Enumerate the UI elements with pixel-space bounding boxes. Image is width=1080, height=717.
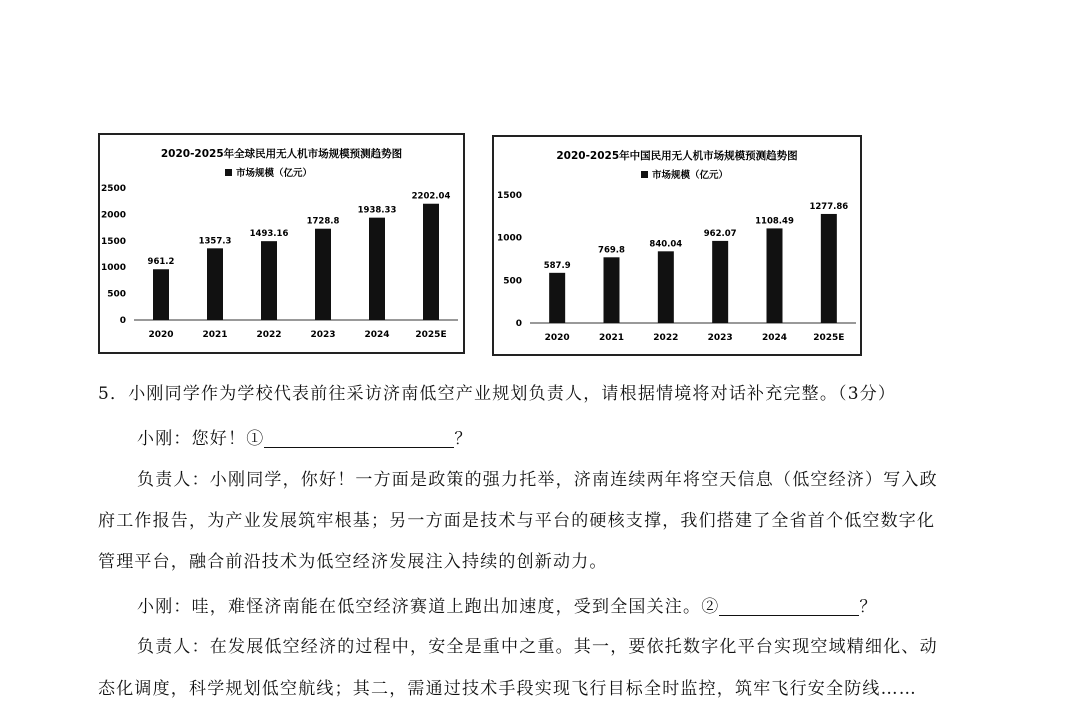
bar-2020 [153,269,169,320]
official-reply-2-line-1: 负责人：在发展低空经济的过程中，安全是重中之重。其一，要依托数字化平台实现空域精细化、动 [137,637,938,657]
y-tick-label: 1000 [496,233,522,244]
legend-label: 市场规模（亿元） [652,170,729,181]
y-tick-label: 500 [107,289,126,300]
question-mark-1: ？ [454,429,473,449]
y-tick-label: 1000 [100,263,126,274]
x-tick-label: 2020 [148,330,174,340]
official-reply-1-line-2: 府工作报告，为产业发展筑牢根基；另一方面是技术与平台的硬核支撑，我们搭建了全省首个低空数字化 [98,511,936,531]
bar-2025E [821,214,837,323]
x-tick-label: 2025E [415,330,447,340]
bar-2022 [261,241,277,320]
xiaogang-reply: 小刚：哇，难怪济南能在低空经济赛道上跑出加速度，受到全国关注。② [137,597,720,617]
bar-value-label: 961.2 [147,257,175,268]
y-tick-label: 2000 [100,210,126,221]
bar-value-label: 2202.04 [411,191,451,202]
bar-2021 [604,257,620,323]
x-tick-label: 2021 [202,330,228,340]
question-mark-2: ？ [859,597,878,617]
y-tick-label: 1500 [100,236,126,247]
bar-2023 [315,229,331,320]
china-chart-svg [494,137,860,354]
answer-blank-1[interactable] [264,429,454,448]
legend-label: 市场规模（亿元） [236,168,313,179]
chart-title: 2020-2025年全球民用无人机市场规模预测趋势图 [160,148,403,160]
legend-swatch [225,169,232,176]
x-tick-label: 2023 [310,330,336,340]
bar-2025E [423,204,439,320]
bar-2022 [658,251,674,323]
official-reply-2-line-2: 态化调度，科学规划低空航线；其二，需通过技术手段实现飞行目标全时监控，筑牢飞行安全防线…… [98,679,917,699]
official-reply-1-line-1: 负责人：小刚同学，你好！一方面是政策的强力托举，济南连续两年将空天信息（低空经济）写入政 [137,470,938,490]
x-tick-label: 2023 [707,333,733,343]
global-drone-market-chart [98,133,465,354]
official-reply-1-line-3: 管理平台，融合前沿技术为低空经济发展注入持续的创新动力。 [98,552,608,572]
bar-value-label: 962.07 [703,228,737,239]
bar-2024 [767,228,783,323]
bar-value-label: 1938.33 [357,205,397,216]
chart-legend [225,167,312,179]
chart-legend [641,169,728,181]
y-tick-label: 2500 [100,184,126,194]
y-tick-label: 0 [119,316,126,326]
x-tick-label: 2024 [364,330,390,340]
global-chart-svg [100,135,463,352]
bar-2020 [549,273,565,323]
bar-2024 [369,218,385,320]
china-drone-market-chart [492,135,862,356]
x-tick-label: 2021 [598,333,625,343]
bar-value-label: 769.8 [598,245,625,256]
bar-value-label: 587.9 [543,260,571,271]
answer-blank-2[interactable] [719,597,859,616]
question-5-prompt: 5．小刚同学作为学校代表前往采访济南低空产业规划负责人，请根据情境将对话补充完整。（3分） [98,384,897,404]
y-tick-label: 500 [503,276,522,287]
legend-swatch [641,171,648,178]
bar-value-label: 1728.8 [306,216,340,227]
y-tick-label: 0 [515,319,522,329]
chart-title: 2020-2025年中国民用无人机市场规模预测趋势图 [556,150,798,162]
bar-value-label: 1357.3 [198,236,232,247]
bar-value-label: 1277.86 [809,201,849,212]
bar-value-label: 840.04 [649,239,683,250]
dialog-line-xiaogang-1 [137,429,473,448]
bar-value-label: 1108.49 [755,216,794,227]
xiaogang-greeting: 小刚：您好！① [137,429,265,449]
x-tick-label: 2022 [653,333,679,343]
y-tick-label: 1500 [496,191,522,201]
dialog-line-xiaogang-2 [137,597,878,616]
x-tick-label: 2024 [761,333,788,343]
bar-2023 [712,241,728,323]
bar-value-label: 1493.16 [249,229,289,240]
bar-2021 [207,248,223,320]
x-tick-label: 2025E [813,333,845,343]
x-tick-label: 2020 [544,333,570,343]
x-tick-label: 2022 [256,330,282,340]
